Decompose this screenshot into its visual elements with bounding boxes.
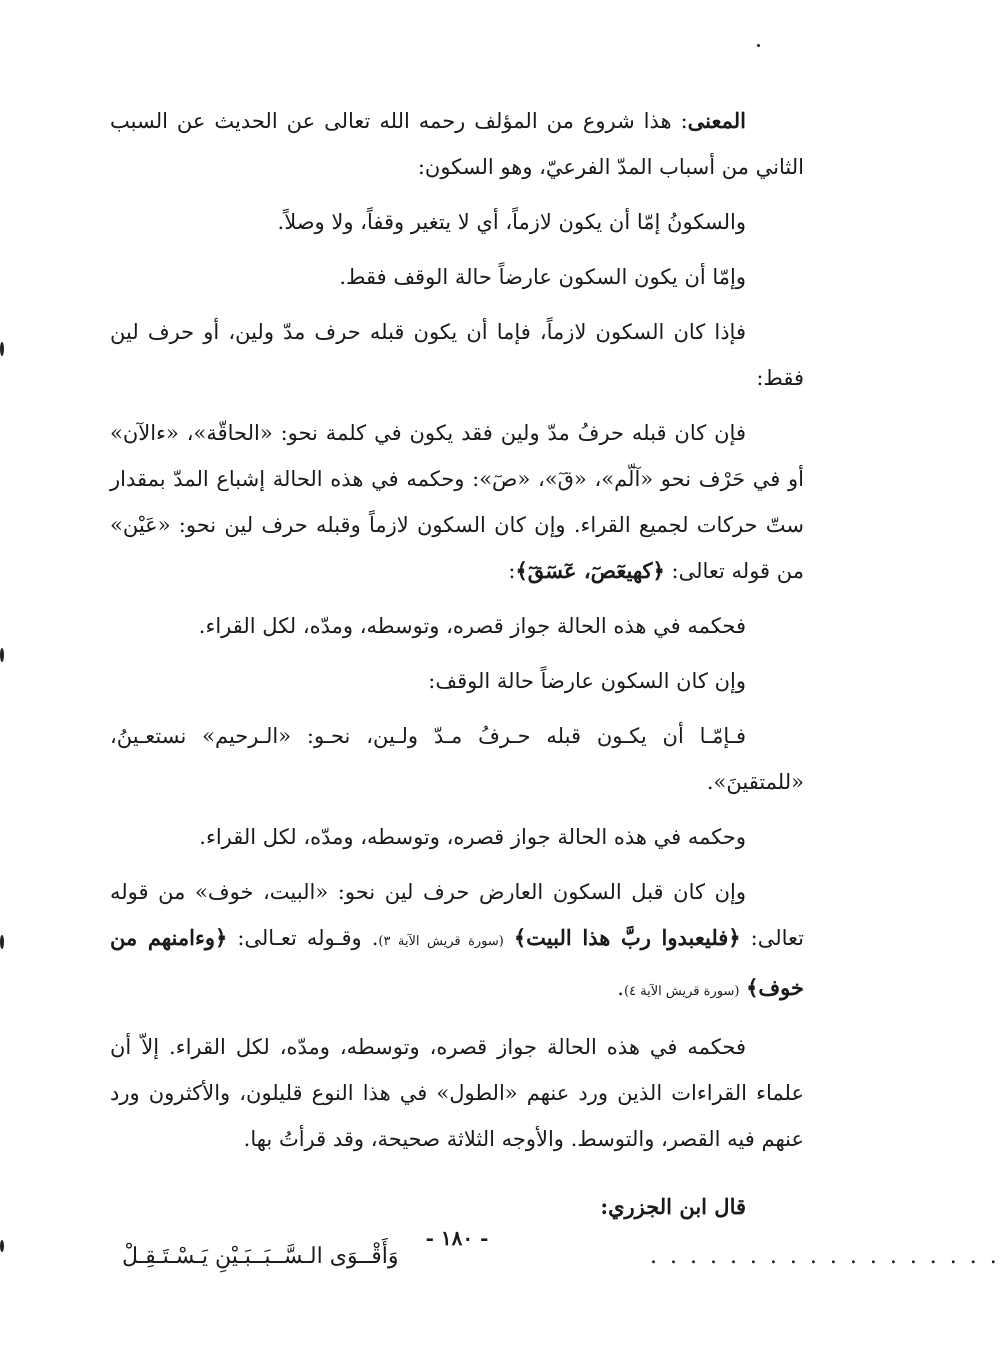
paragraph [110, 869, 804, 1015]
quran-quote: ﴿فليعبدوا ربَّ هذا البيت﴾ [513, 925, 741, 950]
paragraph-text: وإمّا أن يكون السكون عارضاً حالة الوقف فقط. [339, 265, 746, 289]
paragraph-tail: . [617, 976, 624, 1000]
paragraph [110, 309, 804, 401]
binding-mark [0, 342, 4, 356]
document-page [110, 98, 1000, 1338]
paragraph [110, 410, 804, 594]
verse-text: وَأَقْــوَى الـسَّــبَــبَـيْنِ يَـسْـتَـقِـلْ [122, 1244, 399, 1269]
paragraph [110, 199, 804, 245]
paragraph [110, 254, 804, 300]
paragraph-text: وإن كان قبل السكون العارض حرف لين نحو: «البيت، خوف» من قوله تعالى: [110, 880, 804, 950]
paragraph-text: . وقـوله تعـالى: [237, 926, 379, 950]
paragraph-text: : هذا شروع من المؤلف رحمه الله تعالى عن الحديث عن السبب الثاني من أسباب المدّ الفرعيّ، وهو السكون: [110, 109, 804, 179]
binding-mark [0, 648, 4, 662]
surah-reference: (سورة قريش الآية ٣) [378, 934, 504, 949]
page-number: - ١٨٠ - [425, 1226, 489, 1250]
paragraph-meaning [110, 98, 804, 190]
paragraph-text: فإن كان قبله حرفُ مدّ ولين فقد يكون في كلمة نحو: «الحاقّة»، «ءالآن» أو في حَرْف نحو «آلّم»، «قٓ»، «صٓ»: وحكمه في هذه الحالة إشباع المدّ بمقدار ستّ حركات لجميع القراء. وإن كان السكون لازماً وقبله حرف لين نحو: «عَيْن» من قوله تعالى: [110, 421, 804, 583]
paragraph [110, 603, 804, 649]
binding-mark [0, 1240, 4, 1252]
paragraph [110, 814, 804, 860]
section-heading: قال ابن الجزري: [600, 1194, 746, 1219]
quran-quote: ﴿وءامنهم من خوف﴾ [110, 925, 804, 1000]
quran-quote: ﴿كهيعٓصٓ، عٓسٓقٓ﴾ [515, 558, 665, 583]
paragraph-text: فحكمه في هذه الحالة جواز قصره، وتوسطه، ومدّه، لكل القراء. إلاّ أن علماء القراءات الذين ورد عنهم «الطول» في هذا النوع قليلون، والأكثرون ورد عنهم فيه القصر، والتوسط. والأوجه الثلاثة صحيحة، وقد قرأتُ بها. [110, 1035, 804, 1151]
scan-speck [757, 44, 760, 47]
paragraph-tail: : [508, 559, 516, 583]
paragraph-text: وحكمه في هذه الحالة جواز قصره، وتوسطه، ومدّه، لكل القراء. [199, 825, 746, 849]
paragraph-text: فـإمّـا أن يكـون قبله حـرفُ مـدّ ولـين، نحـو: «الـرحيم» نستعـينُ، «للمتقينَ». [110, 724, 804, 794]
surah-reference: (سورة قريش الآية ٤) [623, 984, 740, 999]
paragraph [110, 658, 804, 704]
verse-ellipsis: . . . . . . . . . . . . . . . . . . [650, 1244, 1000, 1269]
paragraph [110, 713, 804, 805]
paragraph-text: فحكمه في هذه الحالة جواز قصره، وتوسطه، ومدّه، لكل القراء. [198, 614, 746, 638]
paragraph-text: وإن كان السكون عارضاً حالة الوقف: [428, 669, 746, 693]
binding-mark [0, 935, 4, 949]
paragraph-text: والسكونُ إمّا أن يكون لازماً، أي لا يتغير وقفاً، ولا وصلاً. [277, 210, 746, 234]
paragraph-text: فإذا كان السكون لازماً، فإما أن يكون قبله حرف مدّ ولين، أو حرف لين فقط: [110, 320, 804, 390]
paragraph [110, 1024, 804, 1162]
meaning-lead: المعنى [687, 108, 746, 133]
